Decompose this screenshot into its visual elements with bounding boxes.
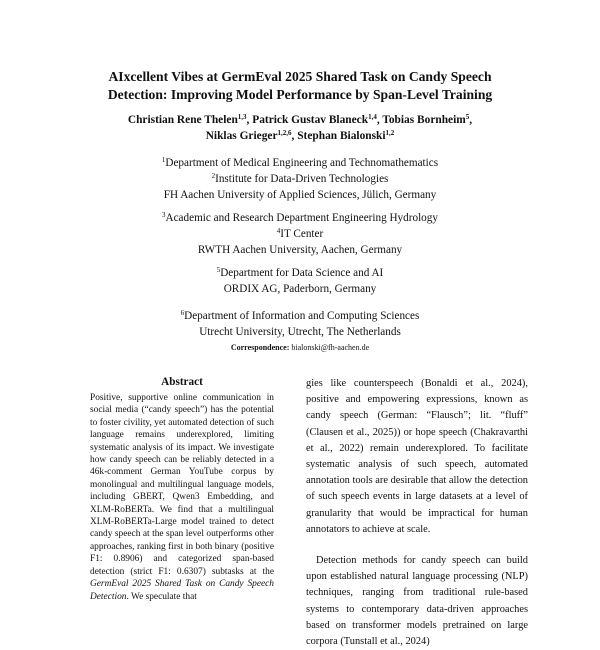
affiliation-sup: 4	[276, 227, 281, 235]
affiliation-line: ORDIX AG, Paderborn, Germany	[223, 283, 377, 295]
author-line-2	[40, 128, 560, 144]
body-paragraph: Detection methods for candy speech can build upon established natural language processing (NLP) techniques, ranging from traditional rule-based systems to contemporary data-driven approaches based on transformer models pretrained on large corpora (Tunstall et al., 2024)	[306, 555, 528, 648]
affiliation-text: Department for Data Science and AI	[220, 267, 384, 279]
correspondence-email[interactable]: bialonski@fh-aachen.de	[291, 343, 370, 352]
affiliation-line	[40, 308, 560, 324]
affiliation-line	[40, 265, 560, 281]
author-name: Patrick Gustav Blaneck	[252, 114, 369, 126]
affiliation-sup: 2	[211, 172, 216, 180]
affiliation-line	[40, 226, 560, 242]
title-line-2: Detection: Improving Model Performance by Span-Level Training	[107, 87, 493, 102]
affiliation-line: RWTH Aachen University, Aachen, Germany	[197, 244, 403, 256]
author-separator: ,	[246, 114, 253, 126]
author-name: Niklas Grieger	[205, 130, 278, 142]
affiliation-text: Department of Information and Computing Sciences	[184, 310, 420, 322]
author-separator: ,	[376, 114, 383, 126]
author-name: Stephan Bialonski	[297, 130, 386, 142]
author-name: Tobias Bornheim	[382, 114, 466, 126]
author-affil-sup: 1,4	[368, 113, 377, 121]
affiliation-line	[40, 210, 560, 226]
author-affil-sup: 1,2	[385, 129, 395, 137]
affiliation-text: Institute for Data-Driven Technologies	[215, 173, 389, 185]
affiliation-group	[40, 155, 560, 203]
affiliation-group	[40, 210, 560, 258]
affiliation-text: Academic and Research Department Engineering Hydrology	[165, 212, 438, 224]
correspondence-label: Correspondence:	[230, 343, 290, 352]
abstract-text-end: . We speculate that	[126, 591, 197, 602]
correspondence	[40, 343, 560, 353]
paper-title	[40, 68, 560, 104]
author-separator: ,	[469, 114, 473, 126]
author-line-1	[40, 112, 560, 128]
abstract-italic-task-name: GermEval 2025 Shared Task on Candy Speech Detection	[90, 579, 274, 602]
affiliation-sup: 1	[161, 156, 166, 164]
title-line-1: AIxcellent Vibes at GermEval 2025 Shared Task on Candy Speech	[108, 69, 492, 84]
abstract-body	[90, 392, 274, 603]
abstract-heading: Abstract	[161, 376, 203, 388]
affiliation-line: FH Aachen University of Applied Sciences, Jülich, Germany	[163, 189, 437, 201]
affiliation-sup: 6	[180, 309, 185, 317]
affiliation-group	[40, 308, 560, 340]
body-paragraph: gies like counterspeech (Bonaldi et al., 2024), positive and empowering expressions, known as candy speech (German: “Flausch”; lit. “fluff” (Clausen et al., 2025)) or hope speech (Chakravarthi et al., 2022) remain underexplored. To facilitate systematic analysis of such speech, automated annotation tools are desirable that allow the detection of such speech events in large datasets at a level of granularity that would be impractical for human annotators to achieve at scale.	[306, 378, 528, 535]
author-affil-sup: 1,3	[237, 113, 247, 121]
affiliation-line	[40, 155, 560, 171]
affiliation-line	[40, 171, 560, 187]
affiliation-sup: 5	[216, 266, 221, 274]
body-column-right	[306, 376, 528, 650]
author-separator: ,	[291, 130, 298, 142]
affiliation-text: Department of Medical Engineering and Technomathematics	[165, 157, 439, 169]
author-affil-sup: 5	[465, 113, 470, 121]
author-list	[40, 112, 560, 144]
author-name: Christian Rene Thelen	[127, 114, 238, 126]
author-affil-sup: 1,2,6	[277, 129, 292, 137]
affiliation-sup: 3	[162, 211, 166, 219]
affiliation-line: Utrecht University, Utrecht, The Netherlands	[199, 326, 401, 338]
abstract-text: Positive, supportive online communication in social media (“candy speech”) has the potential to foster civility, yet automated detection of such language remains underexplored, limiting systematic analysis of its impact. We investigate how candy speech can be reliably detected in a 46k-comment German YouTube corpus by monolingual and multilingual language models, including GBERT, Qwen3 Embedding, and XLM-RoBERTa. We find that a multilingual XLM-RoBERTa-Large model trained to detect candy speech at the span level outperforms other approaches, ranking first in both binary (positive F1: 0.8906) and categorized span-based detection (strict F1: 0.6307) subtasks at the	[90, 393, 274, 577]
affiliation-text: IT Center	[280, 228, 324, 240]
affiliation-group	[40, 265, 560, 297]
